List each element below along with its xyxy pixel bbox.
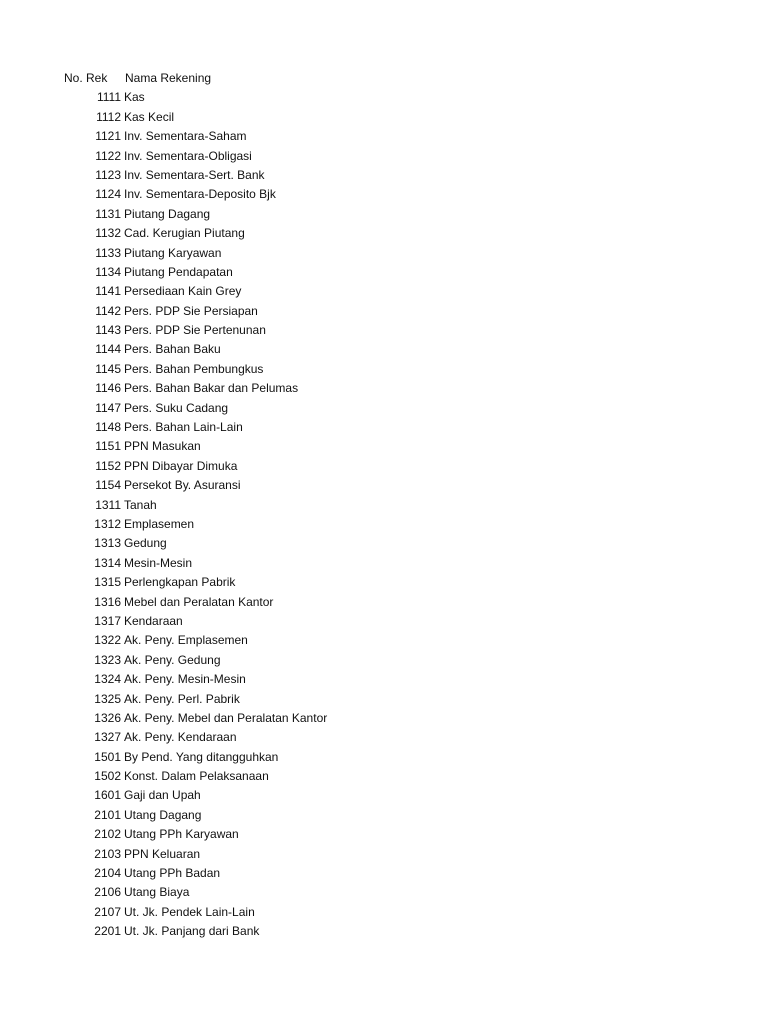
account-name: Emplasemen — [124, 516, 195, 531]
account-number: 1325 — [94, 691, 121, 706]
account-number: 1314 — [94, 555, 121, 570]
table-row — [0, 748, 768, 767]
account-number: 1152 — [95, 458, 121, 473]
account-name: Mebel dan Peralatan Kantor — [124, 594, 274, 609]
table-row — [0, 883, 768, 902]
account-number: 1143 — [95, 323, 121, 338]
account-name: By Pend. Yang ditangguhkan — [124, 749, 279, 764]
account-number: 1501 — [94, 749, 121, 764]
table-row — [0, 690, 768, 709]
account-name: Ak. Peny. Gedung — [124, 652, 221, 667]
table-row — [0, 845, 768, 864]
account-number: 1317 — [94, 613, 121, 628]
account-number: 1315 — [94, 575, 121, 590]
account-name: Pers. Bahan Bakar dan Pelumas — [124, 381, 299, 396]
account-list-sheet — [0, 69, 768, 942]
account-number: 1146 — [95, 381, 121, 396]
table-row — [0, 340, 768, 359]
account-rows — [0, 88, 768, 941]
account-number: 1151 — [95, 439, 121, 454]
account-name: Perlengkapan Pabrik — [124, 575, 236, 590]
account-name: Kas Kecil — [124, 109, 175, 124]
account-name: Utang PPh Karyawan — [124, 827, 239, 842]
account-name: Pers. Bahan Lain-Lain — [124, 420, 243, 435]
account-number: 1502 — [94, 769, 121, 784]
account-number: 1112 — [96, 109, 121, 124]
account-number: 2106 — [94, 885, 121, 900]
account-number: 1123 — [95, 167, 121, 182]
table-row — [0, 631, 768, 650]
table-row — [0, 166, 768, 185]
column-header-no-rek: No. Rek — [64, 71, 108, 85]
account-name: Inv. Sementara-Obligasi — [124, 148, 252, 163]
account-number: 1132 — [95, 226, 121, 241]
account-name: Ut. Jk. Pendek Lain-Lain — [124, 904, 255, 919]
account-number: 1142 — [95, 303, 121, 318]
table-row — [0, 457, 768, 476]
account-number: 1316 — [94, 594, 121, 609]
table-row — [0, 728, 768, 747]
account-number: 1154 — [95, 478, 121, 493]
table-row — [0, 709, 768, 728]
table-row — [0, 418, 768, 437]
account-name: Inv. Sementara-Sert. Bank — [124, 167, 265, 182]
account-name: Ak. Peny. Mesin-Mesin — [124, 672, 246, 687]
account-number: 1313 — [94, 536, 121, 551]
table-row — [0, 224, 768, 243]
account-number: 1148 — [95, 420, 121, 435]
account-number: 1324 — [94, 672, 121, 687]
table-row — [0, 302, 768, 321]
account-name: Gedung — [124, 536, 167, 551]
account-number: 2102 — [94, 827, 121, 842]
table-header — [0, 69, 768, 88]
account-name: Pers. PDP Sie Persiapan — [124, 303, 258, 318]
account-name: Tanah — [124, 497, 157, 512]
account-number: 2107 — [94, 904, 121, 919]
account-number: 1144 — [95, 342, 121, 357]
table-row — [0, 612, 768, 631]
account-name: PPN Dibayar Dimuka — [124, 458, 238, 473]
table-row — [0, 399, 768, 418]
table-row — [0, 534, 768, 553]
account-name: PPN Masukan — [124, 439, 201, 454]
account-number: 1322 — [94, 633, 121, 648]
table-row — [0, 205, 768, 224]
table-row — [0, 244, 768, 263]
account-name: Ak. Peny. Perl. Pabrik — [124, 691, 240, 706]
table-row — [0, 554, 768, 573]
table-row — [0, 360, 768, 379]
table-row — [0, 379, 768, 398]
account-number: 1147 — [95, 400, 121, 415]
account-number: 1124 — [95, 187, 121, 202]
account-number: 1601 — [94, 788, 121, 803]
account-name: Piutang Pendapatan — [124, 264, 233, 279]
table-row — [0, 922, 768, 941]
account-name: Piutang Karyawan — [124, 245, 222, 260]
account-number: 1311 — [95, 497, 121, 512]
table-row — [0, 593, 768, 612]
account-number: 1312 — [94, 516, 121, 531]
column-header-nama-rekening: Nama Rekening — [125, 71, 212, 85]
account-number: 1134 — [95, 264, 121, 279]
account-number: 1323 — [94, 652, 121, 667]
table-row — [0, 282, 768, 301]
account-number: 2201 — [94, 924, 121, 939]
account-name: Kendaraan — [124, 613, 183, 628]
account-number: 1122 — [95, 148, 121, 163]
account-name: Pers. Suku Cadang — [124, 400, 229, 415]
table-row — [0, 515, 768, 534]
account-number: 1145 — [95, 361, 121, 376]
account-name: Ak. Peny. Kendaraan — [124, 730, 237, 745]
table-row — [0, 437, 768, 456]
account-name: Pers. Bahan Baku — [124, 342, 221, 357]
table-row — [0, 127, 768, 146]
table-row — [0, 786, 768, 805]
table-row — [0, 825, 768, 844]
account-name: PPN Keluaran — [124, 846, 201, 861]
account-name: Inv. Sementara-Saham — [124, 129, 247, 144]
account-name: Utang PPh Badan — [124, 866, 221, 881]
account-number: 2101 — [94, 807, 121, 822]
table-row — [0, 767, 768, 786]
account-name: Cad. Kerugian Piutang — [124, 226, 245, 241]
table-row — [0, 147, 768, 166]
table-row — [0, 476, 768, 495]
account-name: Kas — [124, 90, 145, 105]
account-name: Inv. Sementara-Deposito Bjk — [124, 187, 276, 202]
table-row — [0, 108, 768, 127]
table-row — [0, 651, 768, 670]
table-row — [0, 670, 768, 689]
account-number: 1326 — [94, 710, 121, 725]
account-name: Ak. Peny. Emplasemen — [124, 633, 248, 648]
account-name: Pers. PDP Sie Pertenunan — [124, 323, 266, 338]
account-name: Ak. Peny. Mebel dan Peralatan Kantor — [124, 710, 328, 725]
table-row — [0, 185, 768, 204]
table-row — [0, 806, 768, 825]
table-row — [0, 573, 768, 592]
account-name: Piutang Dagang — [124, 206, 211, 221]
account-name: Mesin-Mesin — [124, 555, 193, 570]
table-row — [0, 321, 768, 340]
table-row — [0, 864, 768, 883]
account-number: 1327 — [94, 730, 121, 745]
table-row — [0, 88, 768, 107]
account-name: Gaji dan Upah — [124, 788, 201, 803]
account-number: 2103 — [94, 846, 121, 861]
account-name: Utang Biaya — [124, 885, 190, 900]
table-row — [0, 903, 768, 922]
account-name: Pers. Bahan Pembungkus — [124, 361, 264, 376]
account-name: Konst. Dalam Pelaksanaan — [124, 769, 269, 784]
account-name: Persediaan Kain Grey — [124, 284, 242, 299]
account-number: 1111 — [96, 90, 121, 105]
account-number: 1121 — [95, 129, 121, 144]
table-row — [0, 496, 768, 515]
account-number: 1141 — [95, 284, 121, 299]
table-row — [0, 263, 768, 282]
account-name: Ut. Jk. Panjang dari Bank — [124, 924, 260, 939]
account-name: Utang Dagang — [124, 807, 202, 822]
account-number: 2104 — [94, 866, 121, 881]
account-number: 1133 — [95, 245, 121, 260]
account-name: Persekot By. Asuransi — [124, 478, 241, 493]
account-number: 1131 — [95, 206, 121, 221]
